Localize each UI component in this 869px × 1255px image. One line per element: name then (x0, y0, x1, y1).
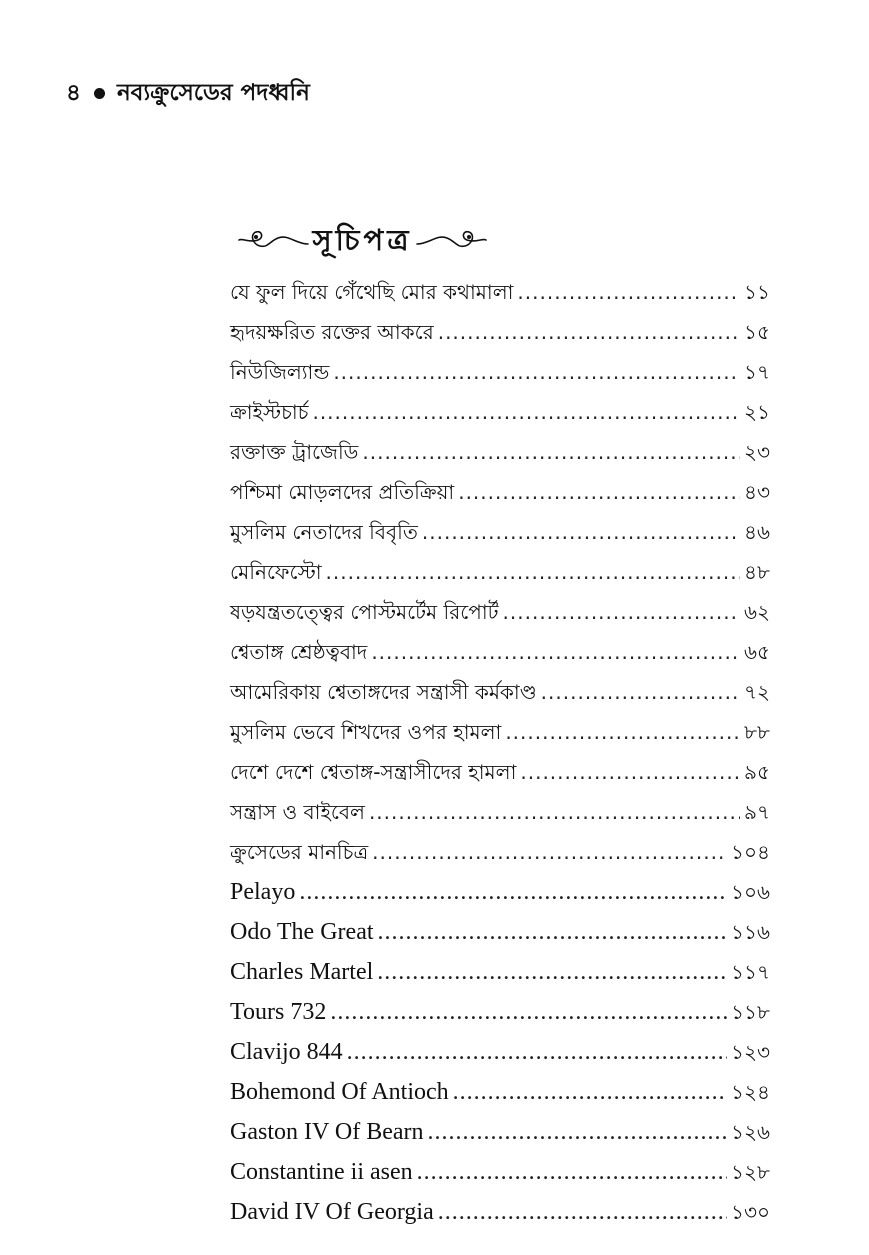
toc-entry-page-number: ১২৩ (731, 1040, 770, 1064)
toc-entry-page-number: ১৭ (744, 360, 770, 384)
toc-entry-page-number: ৬৫ (744, 640, 770, 664)
dot-leader (330, 992, 727, 1032)
dot-leader (517, 272, 740, 312)
dot-leader (347, 1032, 727, 1072)
toc-entry (230, 472, 770, 512)
dot-leader (312, 392, 740, 432)
toc-entry-title: আমেরিকায় শ্বেতাঙ্গদের সন্ত্রাসী কর্মকাণ্ড (230, 680, 537, 704)
dot-leader (438, 312, 740, 352)
toc-entry-title: Gaston IV Of Bearn (230, 1119, 424, 1145)
dot-leader (372, 832, 727, 872)
toc-entry-title: শ্বেতাঙ্গ শ্রেষ্ঠত্ববাদ (230, 640, 368, 664)
dot-leader (458, 472, 740, 512)
toc-entry-page-number: ১১৬ (731, 920, 770, 944)
book-title: নব্যক্রুসেডের পদধ্বনি (116, 80, 310, 106)
toc-entry (230, 752, 770, 792)
dot-leader (378, 912, 728, 952)
toc-entry (230, 952, 770, 992)
dot-leader (362, 432, 740, 472)
toc-heading (230, 216, 495, 264)
toc-entry-title: মেনিফেস্টো (230, 560, 322, 584)
toc-entry-title: সন্ত্রাস ও বাইবেল (230, 800, 365, 824)
toc-entry (230, 632, 770, 672)
toc-entry-page-number: ১১৮ (731, 1000, 770, 1024)
toc-entry (230, 832, 770, 872)
dot-leader (438, 1192, 727, 1232)
toc-entry-title: রক্তাক্ত ট্রাজেডি (230, 440, 359, 464)
dot-leader (428, 1112, 727, 1152)
toc-entry-title: Odo The Great (230, 919, 374, 945)
dot-leader (503, 592, 740, 632)
toc-entry-title: Bohemond Of Antioch (230, 1079, 449, 1105)
toc-entry (230, 552, 770, 592)
toc-title: সূচিপত্র (312, 223, 413, 257)
dot-leader (541, 672, 740, 712)
toc-entry-page-number: ৭২ (743, 680, 770, 704)
toc-entry-title: দেশে দেশে শ্বেতাঙ্গ-সন্ত্রাসীদের হামলা (230, 760, 517, 784)
toc-entry (230, 272, 770, 312)
toc-entry-title: Pelayo (230, 879, 296, 905)
dot-leader (417, 1152, 727, 1192)
toc-entry (230, 872, 770, 912)
toc-entry-title: Clavijo 844 (230, 1039, 343, 1065)
toc-entry-page-number: ১৩০ (731, 1200, 770, 1224)
toc-entry (230, 792, 770, 832)
toc-entry-title: হৃদয়ক্ষরিত রক্তের আকরে (230, 320, 434, 344)
toc-entry-page-number: ৪৮ (744, 560, 770, 584)
page-number: ৪ (66, 80, 81, 106)
toc-entry-title: যে ফুল দিয়ে গেঁথেছি মোর কথামালা (230, 280, 514, 304)
toc-entry-page-number: ৪৬ (744, 520, 770, 544)
table-of-contents (230, 272, 770, 1232)
toc-entry (230, 1192, 770, 1232)
dot-leader (371, 632, 740, 672)
toc-entry (230, 392, 770, 432)
toc-entry-title: পশ্চিমা মোড়লদের প্রতিক্রিয়া (230, 480, 455, 504)
toc-entry (230, 912, 770, 952)
toc-entry-title: ক্রাইস্টচার্চ (230, 400, 309, 424)
toc-entry-page-number: ১০৪ (731, 840, 770, 864)
toc-entry-title: নিউজিল্যান্ড (230, 360, 330, 384)
toc-entry-page-number: ১২৬ (731, 1120, 770, 1144)
toc-entry (230, 432, 770, 472)
toc-entry (230, 992, 770, 1032)
running-header (66, 78, 310, 108)
toc-entry (230, 512, 770, 552)
dot-leader (326, 552, 741, 592)
toc-entry-title: মুসলিম ভেবে শিখদের ওপর হামলা (230, 720, 502, 744)
dot-leader (299, 872, 727, 912)
toc-entry-page-number: ৪৩ (744, 480, 770, 504)
toc-entry (230, 592, 770, 632)
toc-entry (230, 312, 770, 352)
toc-entry-page-number: ১২৪ (731, 1080, 770, 1104)
dot-leader (505, 712, 740, 752)
toc-entry-title: মুসলিম নেতাদের বিবৃতি (230, 520, 418, 544)
toc-entry-page-number: ১০৬ (731, 880, 770, 904)
toc-entry-title: David IV Of Georgia (230, 1199, 434, 1225)
left-flourish-ornament (236, 226, 310, 254)
dot-leader (453, 1072, 727, 1112)
toc-entry (230, 1032, 770, 1072)
dot-leader (377, 952, 727, 992)
toc-entry-page-number: ৯৫ (744, 760, 770, 784)
toc-entry-title: Tours 732 (230, 999, 327, 1025)
toc-entry-page-number: ১২৮ (731, 1160, 770, 1184)
toc-entry (230, 1072, 770, 1112)
toc-entry-page-number: ১১ (744, 280, 770, 304)
toc-entry-page-number: ৮৮ (744, 720, 770, 744)
toc-entry-page-number: ১১৭ (731, 960, 770, 984)
toc-entry-page-number: ২৩ (743, 440, 770, 464)
dot-leader (369, 792, 740, 832)
toc-entry-page-number: ১৫ (744, 320, 770, 344)
toc-entry (230, 1152, 770, 1192)
toc-entry-title: ক্রুসেডের মানচিত্র (230, 840, 369, 864)
toc-entry (230, 352, 770, 392)
dot-leader (520, 752, 740, 792)
dot-leader (422, 512, 740, 552)
dot-leader (333, 352, 740, 392)
toc-entry (230, 1112, 770, 1152)
toc-entry-title: Constantine ii asen (230, 1159, 413, 1185)
toc-entry-title: Charles Martel (230, 959, 374, 985)
toc-entry-page-number: ৯৭ (744, 800, 770, 824)
right-flourish-ornament (415, 226, 489, 254)
toc-entry-title: ষড়যন্ত্রতত্ত্বের পোস্টমর্টেম রিপোর্ট (230, 600, 499, 624)
toc-entry-page-number: ৬২ (743, 600, 770, 624)
bullet-dot (94, 88, 105, 99)
toc-entry (230, 712, 770, 752)
toc-entry (230, 672, 770, 712)
toc-entry-page-number: ২১ (744, 400, 770, 424)
